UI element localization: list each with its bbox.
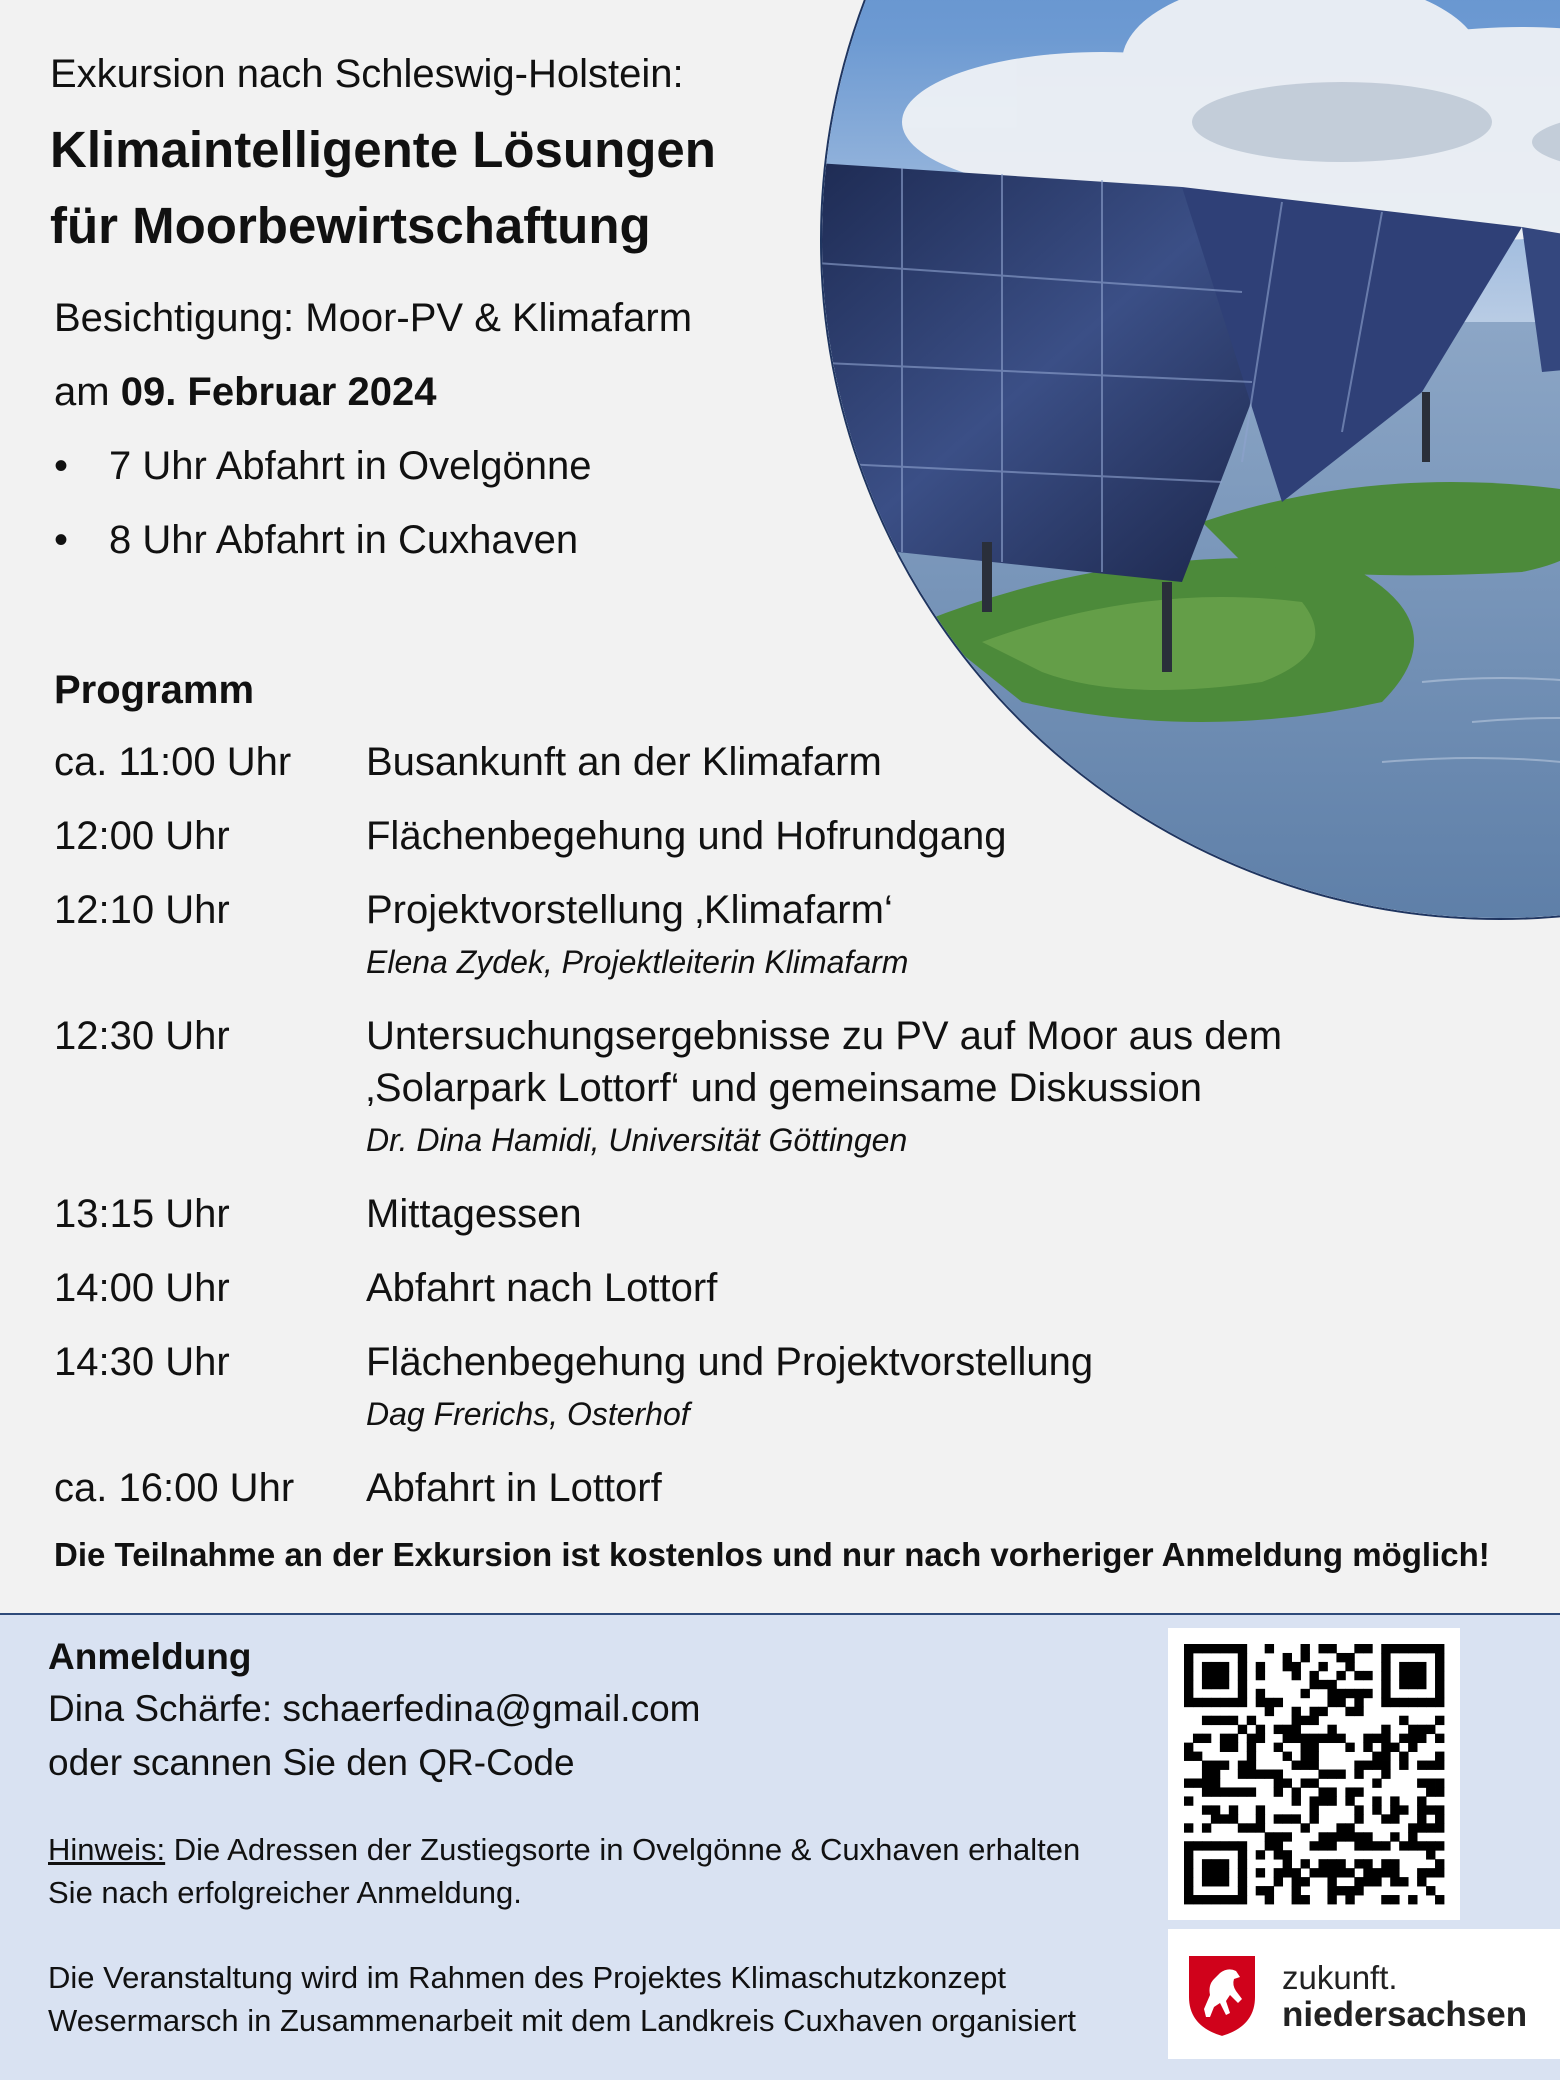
qr-code[interactable]: [1168, 1628, 1460, 1920]
program-desc: Untersuchungsergebnisse zu PV auf Moor aus dem: [366, 1014, 1283, 1058]
hint-line1: [48, 1828, 1080, 1871]
event-title-line2: für Moorbewirtschaftung: [50, 197, 651, 254]
program-time: 12:10 Uhr: [54, 888, 230, 932]
program-desc: Projektvorstellung ‚Klimafarm‘: [366, 888, 893, 932]
departure-item: [54, 444, 592, 489]
program-time: 13:15 Uhr: [54, 1192, 230, 1236]
organizer-line1: Die Veranstaltung wird im Rahmen des Projektes Klimaschutzkonzept: [48, 1960, 1007, 1995]
zukunft-niedersachsen-logo: [1168, 1929, 1560, 2059]
hero-photo-solar-panels: [820, 0, 1560, 920]
program-time: 14:00 Uhr: [54, 1266, 230, 1310]
program-time: 14:30 Uhr: [54, 1340, 230, 1384]
organizer-line2: Wesermarsch in Zusammenarbeit mit dem Landkreis Cuxhaven organisiert: [48, 2003, 1077, 2038]
hint-text: Die Adressen der Zustiegsorte in Ovelgönne & Cuxhaven erhalten: [165, 1832, 1081, 1867]
program-time: ca. 16:00 Uhr: [54, 1466, 295, 1510]
visit-label: Besichtigung: Moor-PV & Klimafarm: [54, 296, 693, 340]
logo-text-line1: zukunft.: [1282, 1959, 1398, 1996]
program-time: 12:00 Uhr: [54, 814, 230, 858]
registration-contact-email[interactable]: Dina Schärfe: schaerfedina@gmail.com: [48, 1688, 701, 1729]
departure-text: 7 Uhr Abfahrt in Ovelgönne: [109, 444, 592, 488]
program-speaker: Elena Zydek, Projektleiterin Klimafarm: [366, 944, 909, 980]
program-heading: Programm: [54, 668, 255, 712]
logo-text-line2: niedersachsen: [1282, 1995, 1528, 2034]
program-desc: Busankunft an der Klimafarm: [366, 740, 882, 784]
program-desc: Abfahrt nach Lottorf: [366, 1266, 718, 1310]
bullet-icon: •: [54, 444, 69, 488]
bullet-icon: •: [54, 518, 69, 562]
registration-heading: Anmeldung: [48, 1636, 252, 1677]
event-subtitle: Exkursion nach Schleswig-Holstein:: [50, 52, 684, 96]
program-desc: Flächenbegehung und Projektvorstellung: [366, 1340, 1094, 1384]
date-prefix: am: [54, 370, 110, 414]
registration-qr-hint: oder scannen Sie den QR-Code: [48, 1742, 575, 1783]
program-speaker: Dr. Dina Hamidi, Universität Göttingen: [366, 1122, 908, 1158]
participation-notice: Die Teilnahme an der Exkursion ist kostenlos und nur nach vorheriger Anmeldung möglich!: [54, 1536, 1490, 1573]
program-desc: Mittagessen: [366, 1192, 582, 1236]
program-desc: Flächenbegehung und Hofrundgang: [366, 814, 1007, 858]
program-time: ca. 11:00 Uhr: [54, 740, 292, 784]
event-title-line1: Klimaintelligente Lösungen: [50, 121, 716, 178]
event-date: [54, 370, 436, 415]
departure-text: 8 Uhr Abfahrt in Cuxhaven: [109, 518, 579, 562]
qr-code-icon: [1168, 1628, 1460, 1920]
solar-photo-illustration: [822, 0, 1560, 920]
program-speaker: Dag Frerichs, Osterhof: [366, 1396, 690, 1432]
program-time: 12:30 Uhr: [54, 1014, 230, 1058]
program-desc: ‚Solarpark Lottorf‘ und gemeinsame Diskussion: [366, 1066, 1202, 1110]
date-value: 09. Februar 2024: [120, 370, 437, 414]
horse-crest-icon: [1184, 1951, 1260, 2039]
program-desc: Abfahrt in Lottorf: [366, 1466, 662, 1510]
hint-line2: Sie nach erfolgreicher Anmeldung.: [48, 1875, 522, 1910]
departure-item: [54, 518, 578, 563]
hint-label: Hinweis:: [48, 1832, 166, 1867]
